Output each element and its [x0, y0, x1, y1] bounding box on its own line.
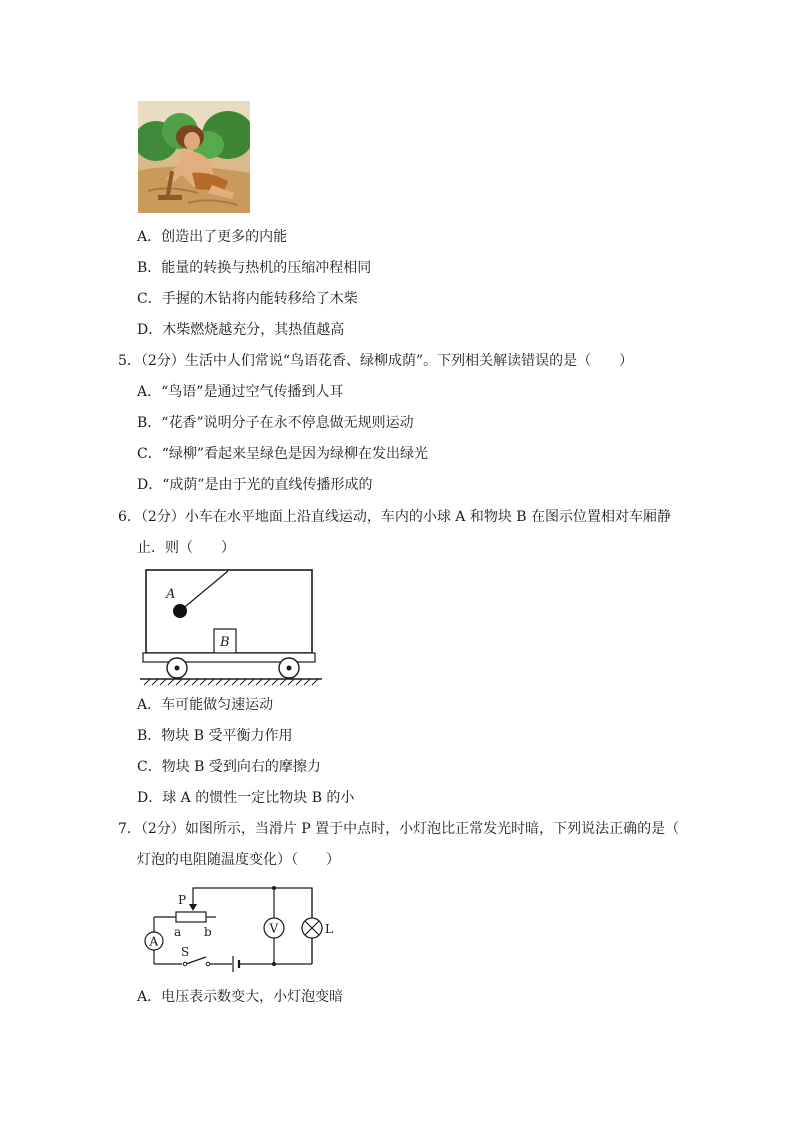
- voltmeter-label: V: [269, 921, 279, 936]
- q4-option-b: [137, 258, 371, 278]
- option-label: B．: [137, 728, 162, 744]
- q6-option-a: [137, 695, 273, 715]
- q4-option-d: [137, 320, 344, 340]
- end-b-label: b: [204, 925, 212, 939]
- wheel-left-hub: [175, 666, 180, 671]
- q7-option-a: [137, 987, 343, 1007]
- question-number: 7．: [118, 821, 141, 837]
- ball: [173, 604, 187, 618]
- cart-diagram: [140, 565, 325, 690]
- option-text: “花香”说明分子在永不停息做无规则运动: [161, 415, 414, 431]
- option-label: B．: [137, 260, 162, 276]
- q5-stem: [118, 351, 633, 371]
- switch-contact: [206, 962, 210, 966]
- q6-stem-line1: [118, 507, 671, 527]
- q6-stem-line2: [137, 538, 235, 558]
- q5-option-c: [137, 444, 428, 464]
- option-text: 木柴燃烧越充分，其热值越高: [162, 322, 345, 338]
- q7-stem-line1: [118, 819, 679, 839]
- option-label: D．: [137, 790, 163, 806]
- option-label: D．: [137, 477, 163, 493]
- option-label: A．: [137, 384, 162, 400]
- question-text: 生活中人们常说“鸟语花香、绿柳成荫”。下列相关解读错误的是（ ）: [184, 353, 634, 369]
- option-text: “成荫”是由于光的直线传播形成的: [162, 477, 373, 493]
- q6-option-b: [137, 726, 293, 746]
- option-text: 物块 B 受平衡力作用: [161, 728, 293, 744]
- option-label: C．: [137, 759, 162, 775]
- q6-option-d: [137, 788, 354, 808]
- slider-arrow: [189, 904, 197, 911]
- question-number: 5．: [118, 353, 141, 369]
- question-score: （2分）: [140, 353, 185, 369]
- option-text: 球 A 的惯性一定比物块 B 的小: [162, 790, 355, 806]
- option-text: “鸟语”是通过空气传播到人耳: [161, 384, 344, 400]
- question-number: 6．: [118, 509, 141, 525]
- option-text: “绿柳”看起来呈绿色是因为绿柳在发出绿光: [161, 446, 429, 462]
- block-label: B: [220, 635, 230, 650]
- junction-dot-top: [272, 886, 276, 890]
- circuit-diagram: [140, 882, 345, 974]
- ball-label: A: [166, 587, 176, 602]
- question-score: （2分）: [140, 821, 185, 837]
- ammeter-label: A: [149, 934, 159, 949]
- question-text: 小车在水平地面上沿直线运动，车内的小球 A 和物块 B 在图示位置相对车厢静: [184, 509, 672, 525]
- end-a-label: a: [174, 925, 182, 939]
- fire-drilling-illustration: [138, 101, 250, 213]
- option-label: C．: [137, 446, 162, 462]
- option-text: 手握的木钻将内能转移给了木柴: [161, 291, 358, 307]
- option-label: B．: [137, 415, 162, 431]
- switch-label: S: [181, 945, 190, 959]
- slider-label: P: [178, 893, 187, 907]
- rheostat: [176, 912, 206, 922]
- ground-hatching: [144, 679, 318, 685]
- option-label: A．: [137, 989, 162, 1005]
- option-label: C．: [137, 291, 162, 307]
- option-label: D．: [137, 322, 163, 338]
- option-text: 能量的转换与热机的压缩冲程相同: [161, 260, 372, 276]
- question-text: 如图所示，当滑片 P 置于中点时，小灯泡比正常发光时暗，下列说法正确的是（: [184, 821, 680, 837]
- question-score: （2分）: [140, 509, 185, 525]
- option-label: A．: [137, 697, 162, 713]
- string: [180, 571, 228, 611]
- q4-option-c: [137, 289, 358, 309]
- wheel-right-hub: [287, 666, 292, 671]
- option-text: 车可能做匀速运动: [161, 697, 274, 713]
- q5-option-a: [137, 382, 343, 402]
- q4-option-a: [137, 227, 287, 247]
- lamp-label: L: [325, 922, 333, 936]
- option-text: 物块 B 受到向右的摩擦力: [161, 759, 321, 775]
- q6-option-c: [137, 757, 321, 777]
- q7-stem-line2: [137, 850, 340, 870]
- q5-option-d: [137, 475, 373, 495]
- question-text: 止．则（ ）: [137, 540, 235, 556]
- option-label: A．: [137, 229, 162, 245]
- q5-option-b: [137, 413, 414, 433]
- option-text: 创造出了更多的内能: [161, 229, 288, 245]
- junction-dot-bottom: [272, 962, 276, 966]
- option-text: 电压表示数变大，小灯泡变暗: [161, 989, 344, 1005]
- switch-pivot: [183, 962, 187, 966]
- question-text: 灯泡的电阻随温度变化）（ ）: [137, 852, 340, 868]
